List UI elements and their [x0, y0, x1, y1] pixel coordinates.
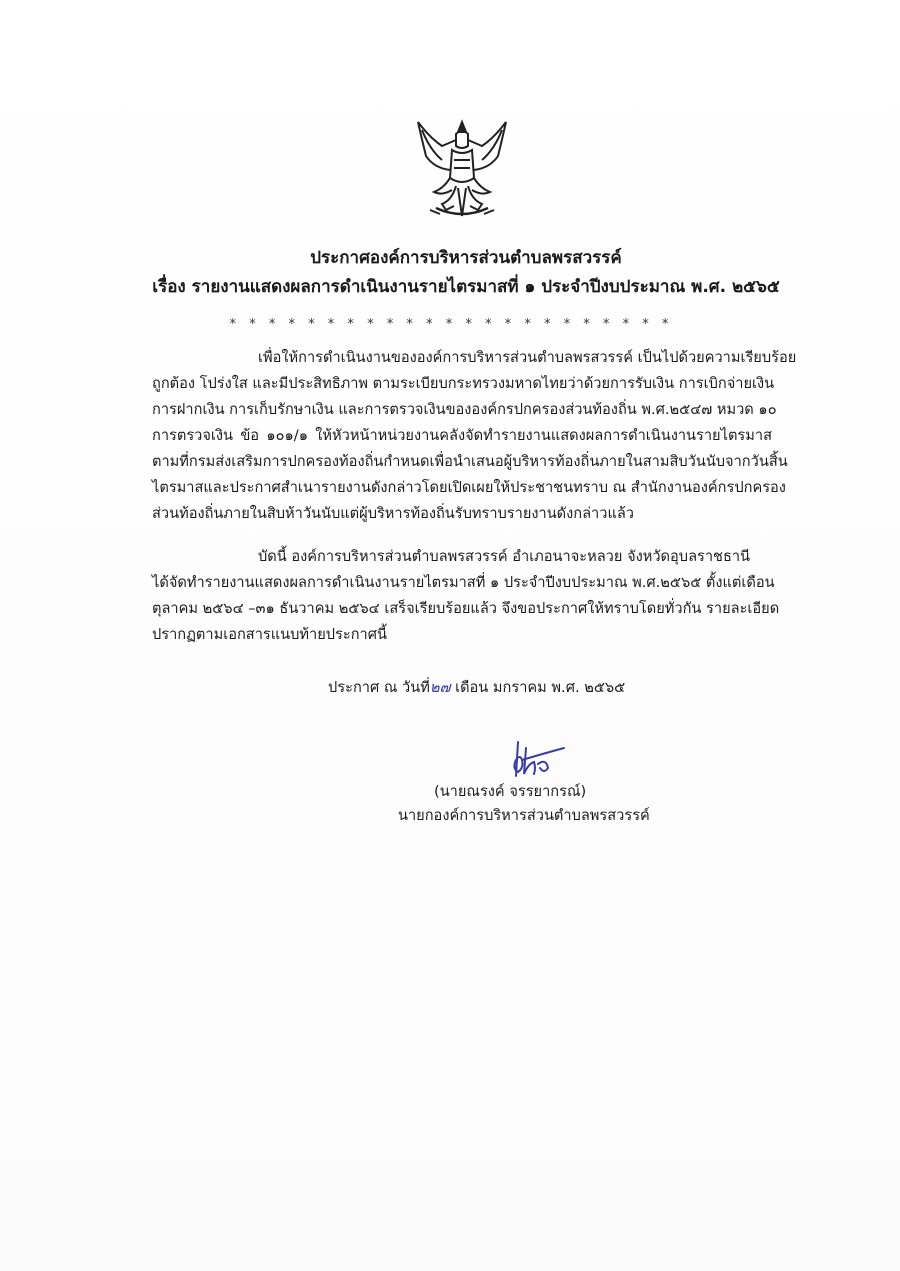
paragraph-1-line: เพื่อให้การดำเนินงานขององค์การบริหารส่วนตำบลพรสวรรค์ เป็นไปด้วยความเรียบร้อย [258, 349, 797, 366]
paragraph-2-line: ตุลาคม ๒๕๖๔ –๓๑ ธันวาคม ๒๕๖๔ เสร็จเรียบร้อยแล้ว จึงขอประกาศให้ทราบโดยทั่วกัน รายละเอียด [152, 600, 780, 617]
separator-line: * * * * * * * * * * * * * * * * * * * * * * * [228, 317, 672, 332]
garuda-emblem-icon [412, 116, 512, 222]
document-title: ประกาศองค์การบริหารส่วนตำบลพรสวรรค์ [310, 248, 622, 268]
paragraph-1-line: ถูกต้อง โปร่งใส และมีประสิทธิภาพ ตามระเบียบกระทรวงมหาดไทยว่าด้วยการรับเงิน การเบิกจ่ายเงิน [152, 375, 775, 392]
date-suffix: เดือน มกราคม พ.ศ. ๒๕๖๕ [450, 679, 626, 696]
paragraph-1-line: ส่วนท้องถิ่นภายในสิบห้าวันนับแต่ผู้บริหารท้องถิ่นรับทราบรายงานดังกล่าวแล้ว [152, 505, 634, 522]
paragraph-2-line: ปรากฏตามเอกสารแนบท้ายประกาศนี้ [152, 626, 387, 643]
signer-name: (นายณรงค์ จรรยากรณ์) [434, 783, 587, 800]
paragraph-2 [152, 544, 780, 648]
paragraph-1-line: การฝากเงิน การเก็บรักษาเงิน และการตรวจเงินขององค์กรปกครองส่วนท้องถิ่น พ.ศ.๒๕๔๗ หมวด ๑๐ [152, 401, 777, 418]
paragraph-1 [152, 345, 797, 527]
paragraph-1-line: การตรวจเงิน ข้อ ๑๐๑/๑ ให้หัวหน้าหน่วยงานคลังจัดทำรายงานแสดงผลการดำเนินงานรายไตรมาส [152, 427, 772, 444]
announcement-date [328, 676, 625, 699]
paragraph-2-line: บัดนี้ องค์การบริหารส่วนตำบลพรสวรรค์ อำเภอนาจะหลวย จังหวัดอุบลราชธานี [258, 548, 751, 565]
date-day-handwritten: ๒๗ [429, 679, 451, 696]
paragraph-1-line: ไตรมาสและประกาศสำเนารายงานดังกล่าวโดยเปิดเผยให้ประชาชนทราบ ณ สำนักงานองค์กรปกครอง [152, 479, 786, 496]
paragraph-1-line: ตามที่กรมส่งเสริมการปกครองท้องถิ่นกำหนดเพื่อนำเสนอผู้บริหารท้องถิ่นภายในสามสิบวันนับจากวันสิ้น [152, 453, 788, 470]
date-prefix: ประกาศ ณ วันที่ [328, 679, 430, 696]
signature-icon [508, 738, 570, 784]
signer-position: นายกองค์การบริหารส่วนตำบลพรสวรรค์ [398, 807, 650, 824]
document-subject: เรื่อง รายงานแสดงผลการดำเนินงานรายไตรมาสที่ ๑ ประจำปีงบประมาณ พ.ศ. ๒๕๖๕ [152, 277, 780, 297]
paragraph-2-line: ได้จัดทำรายงานแสดงผลการดำเนินงานรายไตรมาสที่ ๑ ประจำปีงบประมาณ พ.ศ.๒๕๖๕ ตั้งแต่เดือน [152, 574, 775, 591]
